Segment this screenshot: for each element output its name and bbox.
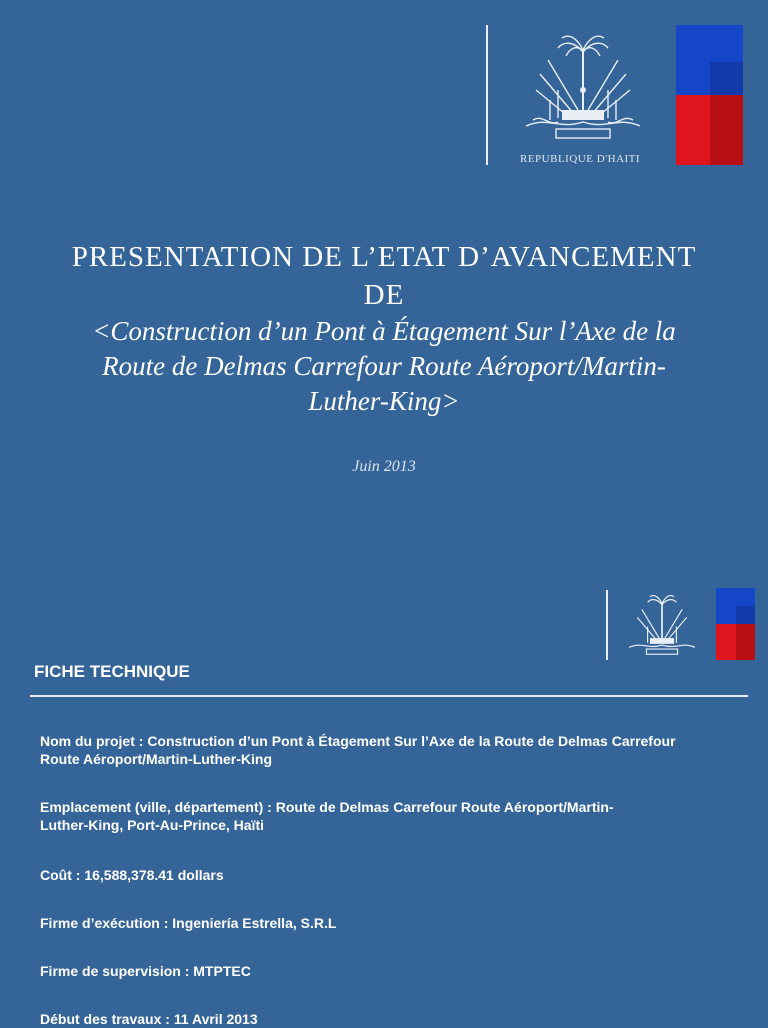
fiche-technique-slide	[0, 580, 768, 1027]
item-project-name-line2: Route Aéroport/Martin-Luther-King	[40, 751, 273, 767]
list-item	[40, 914, 730, 932]
list-item	[40, 866, 730, 884]
presentation-title	[20, 238, 748, 419]
divider-line	[486, 25, 488, 165]
item-location-line1: Emplacement (ville, département) : Route de Delmas Carrefour Route Aéroport/Martin-	[40, 799, 614, 815]
item-location-line2: Luther-King, Port-Au-Prince, Haïti	[40, 817, 264, 833]
project-line-3: Luther-King>	[308, 386, 460, 416]
fiche-technique-heading: FICHE TECHNIQUE	[34, 662, 190, 681]
list-item	[40, 732, 730, 768]
project-line-1: <Construction d’un Pont à Étagement Sur l’Axe de la	[92, 316, 676, 346]
coat-caption: REPUBLIQUE D'HAITI	[520, 153, 641, 165]
item-execution-firm: Firme d’exécution : Ingeniería Estrella, S.R.L	[40, 915, 337, 931]
list-item	[40, 962, 730, 980]
title-line-2: DE	[363, 279, 405, 311]
haiti-coat-of-arms-icon	[624, 592, 700, 660]
project-line-2: Route de Delmas Carrefour Route Aéroport/Martin-	[102, 351, 666, 381]
haiti-coat-of-arms-icon	[518, 30, 648, 148]
heading-underline	[30, 695, 748, 697]
haiti-flag-icon	[716, 588, 755, 660]
list-item	[40, 1010, 730, 1028]
divider-line	[606, 590, 608, 660]
presentation-date: Juin 2013	[352, 458, 416, 475]
title-line-1: PRESENTATION DE L’ETAT D’AVANCEMENT	[71, 241, 697, 273]
item-start-date: Début des travaux : 11 Avril 2013	[40, 1011, 258, 1027]
item-supervision-firm: Firme de supervision : MTPTEC	[40, 963, 251, 979]
list-item	[40, 798, 730, 834]
item-cost: Coût : 16,588,378.41 dollars	[40, 867, 224, 883]
haiti-flag-icon	[676, 25, 743, 165]
item-project-name-line1: Nom du projet : Construction d’un Pont à Étagement Sur l’Axe de la Route de Delmas Carrefour	[40, 733, 676, 749]
